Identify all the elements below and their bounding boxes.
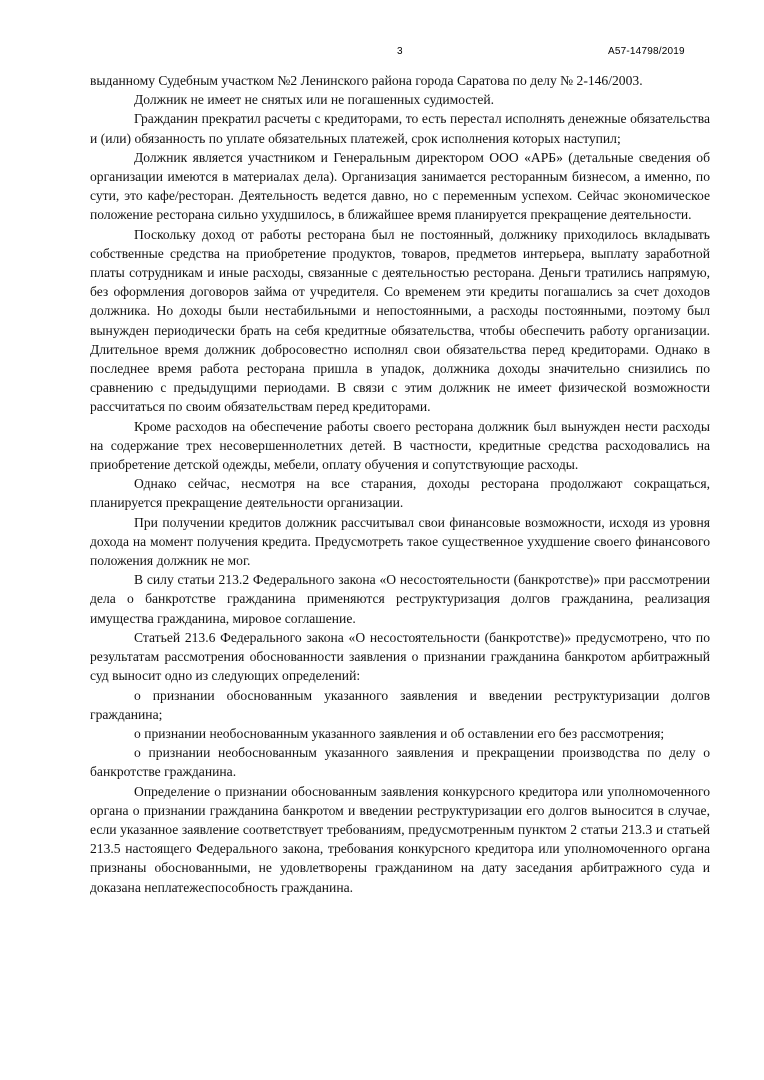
page-header <box>0 46 764 62</box>
paragraph: Должник является участником и Генеральным директором ООО «АРБ» (детальные сведения об организации имеются в материалах дела). Организация занимается ресторанным бизнесом, а именно, по сути, это кафе/ресторан. Деятельность ведется давно, но с переменным успехом. Сейчас экономическое положение ресторана сильно ухудшилось, в ближайшее время планируется прекращение деятельности. <box>90 149 710 223</box>
paragraph: В силу статьи 213.2 Федерального закона «О несостоятельности (банкротстве)» при рассмотрении дела о банкротстве гражданина применяются реструктуризация долгов гражданина, реализация имущества гражданина, мировое соглашение. <box>90 572 710 626</box>
paragraph: Поскольку доход от работы ресторана был не постоянный, должнику приходилось вкладывать собственные средства на приобретение продуктов, товаров, предметов интерьера, выплату заработной платы сотрудникам и иные расходы, связанные с деятельностью ресторана. Деньги тратились напрямую, без оформления договоров займа от учредителя. Со временем эти кредиты погашались за счет доходов должника. Но доходы были нестабильными и непостоянными, а расходы постоянными, поэтому был вынужден периодически брать на себя кредитные обязательства, чтобы обеспечить работу организации. Длительное время должник добросовестно исполнял свои обязательства перед кредиторами. Однако в последнее время работа ресторана пришла в упадок, должника доходы значительно снизились по сравнению с предыдущими периодами. В связи с этим должник не имеет физической возможности рассчитаться по своим обязательствам перед кредиторами. <box>90 226 710 415</box>
document-body <box>90 71 710 897</box>
paragraph: При получении кредитов должник рассчитывал свои финансовые возможности, исходя из уровня дохода на момент получения кредита. Предусмотреть такое существенное ухудшение своего финансового положения должник не мог. <box>90 514 710 569</box>
list-item: о признании необоснованным указанного заявления и об оставлении его без рассмотрения; <box>134 725 665 741</box>
paragraph: Кроме расходов на обеспечение работы своего ресторана должник был вынужден нести расходы на содержание трех несовершеннолетних детей. В частности, кредитные средства расходовались на приобретение детской одежды, мебели, оплату обучения и сопутствующие расходы. <box>90 418 710 473</box>
case-number: А57-14798/2019 <box>608 46 685 57</box>
paragraph: Определение о признании обоснованным заявления конкурсного кредитора или уполномоченного органа о признании гражданина банкротом и введении реструктуризации его долгов выносится в случае, если указанное заявление соответствует требованиям, предусмотренным пунктом 2 статьи 213.3 и статьей 213.5 настоящего Федерального закона, требования конкурсного кредитора или уполномоченного органа признаны обоснованными, не удовлетворены гражданином на дату заседания арбитражного суда и доказана неплатежеспособность гражданина. <box>90 783 710 895</box>
paragraph: выданному Судебным участком №2 Ленинского района города Саратова по делу № 2-146/2003. <box>90 73 643 88</box>
paragraph: Статьей 213.6 Федерального закона «О несостоятельности (банкротстве)» предусмотрено, что по результатам рассмотрения обоснованности заявления о признании гражданина банкротом арбитражный суд выносит одно из следующих определений: <box>90 629 710 684</box>
list-item: о признании обоснованным указанного заявления и введении реструктуризации долгов гражданина; <box>90 687 710 722</box>
list-item: о признании необоснованным указанного заявления и прекращении производства по делу о банкротстве гражданина. <box>90 745 710 780</box>
paragraph: Однако сейчас, несмотря на все старания, доходы ресторана продолжают сокращаться, планируется прекращение деятельности организации. <box>90 476 710 511</box>
paragraph: Гражданин прекратил расчеты с кредиторами, то есть перестал исполнять денежные обязательства и (или) обязанность по уплате обязательных платежей, срок исполнения которых наступил; <box>90 111 710 146</box>
page-number: 3 <box>397 46 403 57</box>
paragraph: Должник не имеет не снятых или не погашенных судимостей. <box>134 92 495 108</box>
